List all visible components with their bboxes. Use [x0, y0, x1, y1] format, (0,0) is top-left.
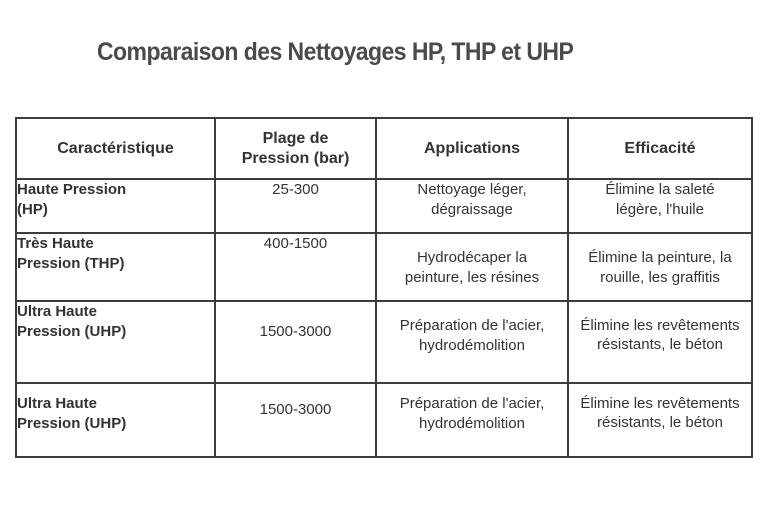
cell-efficacite-text: Élimine la saleté légère, l'huile [605, 181, 715, 218]
cell-feature-text: Ultra Haute Pression (UHP) [17, 395, 127, 432]
header-caracteristique: Caractéristique [16, 118, 215, 179]
cell-feature-text: Haute Pression (HP) [17, 181, 127, 218]
cell-efficacite-text: Élimine les revêtements résistants, le béton [580, 395, 740, 431]
cell-feature [16, 233, 215, 301]
comparison-table [15, 117, 753, 458]
cell-applications [376, 301, 568, 383]
cell-feature [16, 179, 215, 233]
cell-efficacite [568, 179, 752, 233]
cell-applications-text: Hydrodécaper la peinture, les résines [404, 249, 540, 286]
cell-efficacite-text: Élimine la peinture, la rouille, les graffitis [588, 249, 732, 286]
header-applications: Applications [376, 118, 568, 179]
cell-range: 1500-3000 [215, 383, 376, 457]
cell-applications [376, 383, 568, 457]
cell-feature [16, 301, 215, 383]
table-row [16, 233, 752, 301]
cell-applications-text: Nettoyage léger, dégraissage [417, 181, 527, 218]
cell-feature-text: Ultra Haute Pression (UHP) [17, 303, 127, 340]
cell-efficacite [568, 383, 752, 457]
table-row [16, 383, 752, 457]
cell-feature [16, 383, 215, 457]
header-efficacite: Efficacité [568, 118, 752, 179]
cell-efficacite [568, 233, 752, 301]
cell-feature-text: Très Haute Pression (THP) [17, 235, 125, 272]
cell-efficacite-text: Élimine les revêtements résistants, le béton [580, 317, 740, 353]
cell-efficacite [568, 301, 752, 383]
header-plage-pression-text: Plage de Pression (bar) [241, 129, 350, 167]
cell-applications [376, 233, 568, 301]
table-row [16, 179, 752, 233]
page-title: Comparaison des Nettoyages HP, THP et UHP [97, 38, 574, 66]
cell-applications-text: Préparation de l'acier, hydrodémolition [399, 317, 545, 354]
cell-range: 1500-3000 [215, 301, 376, 383]
cell-applications-text: Préparation de l'acier, hydrodémolition [399, 395, 545, 432]
header-plage-pression [215, 118, 376, 179]
table-row [16, 301, 752, 383]
table-header-row [16, 118, 752, 179]
cell-range: 400-1500 [215, 233, 376, 301]
cell-applications [376, 179, 568, 233]
cell-range: 25-300 [215, 179, 376, 233]
